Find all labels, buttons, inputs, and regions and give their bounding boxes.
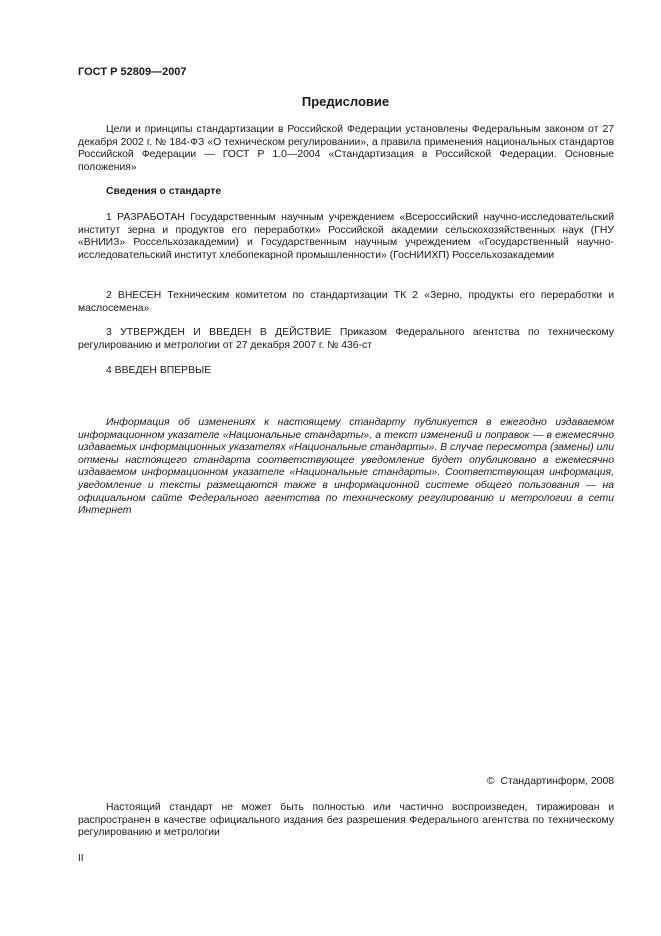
info-note-paragraph: Информация об изменениях к настоящему стандарту публикуется в ежегодно издаваемом информационном указателе «Национальные стандарты», а текст изменений и поправок — в ежемесячно издаваемых информационных указателях «Национальные стандарты». В случае пересмотра (замены) или отмены настоящего стандарта соответствующее уведомление будет опубликовано в ежемесячно издаваемом информационном указателе «Национальные стандарты». Соответствующая информация, уведомление и тексты размещаются также в информационной системе общего пользования — на официальном сайте Федерального агентства по техническому регулированию и метрологии в сети Интернет [78, 417, 614, 517]
list-item-approved: 3 УТВЕРЖДЕН И ВВЕДЕН В ДЕЙСТВИЕ Приказом Федерального агентства по техническому регулированию и метрологии от 27 декабря 2007 г. № 436-ст [78, 327, 614, 351]
copyright-line [487, 776, 614, 787]
list-item-first-introduced: 4 ВВЕДЕН ВПЕРВЫЕ [106, 365, 212, 376]
intro-paragraph: Цели и принципы стандартизации в Российской Федерации установлены Федеральным законом от 27 декабря 2002 г. № 184-ФЗ «О техническом регулировании», а правила применения национальных стандартов Российской Федерации — ГОСТ Р 1.0—2004 «Стандартизация в Российской Федерации. Основные положения» [78, 124, 614, 173]
document-number-header: ГОСТ Р 52809—2007 [78, 66, 187, 78]
list-item-introduced: 2 ВНЕСЕН Техническим комитетом по стандартизации ТК 2 «Зерно, продукты его переработки и маслосемена» [78, 290, 614, 314]
page-number: II [78, 853, 84, 864]
copyright-symbol: © [486, 776, 495, 787]
page-title: Предисловие [301, 94, 390, 109]
rights-notice-paragraph: Настоящий стандарт не может быть полностью или частично воспроизведен, тиражирован и распространен в качестве официального издания без разрешения Федерального агентства по техническому регулированию и метрологии [78, 802, 614, 839]
copyright-text: Стандартинформ, 2008 [500, 776, 614, 787]
list-item-developed: 1 РАЗРАБОТАН Государственным научным учреждением «Всероссийский научно-исследовательский институт зерна и продуктов его переработки» Российской академии сельскохозяйственных наук (ГНУ «ВНИИЗ» Россельхозакадемии) и Государственным научным учреждением «Государственный научно-исследовательский институт хлебопекарной промышленности» (ГосНИИХП) Россельхозакадемии [78, 212, 614, 261]
section-heading: Сведения о стандарте [106, 186, 222, 197]
